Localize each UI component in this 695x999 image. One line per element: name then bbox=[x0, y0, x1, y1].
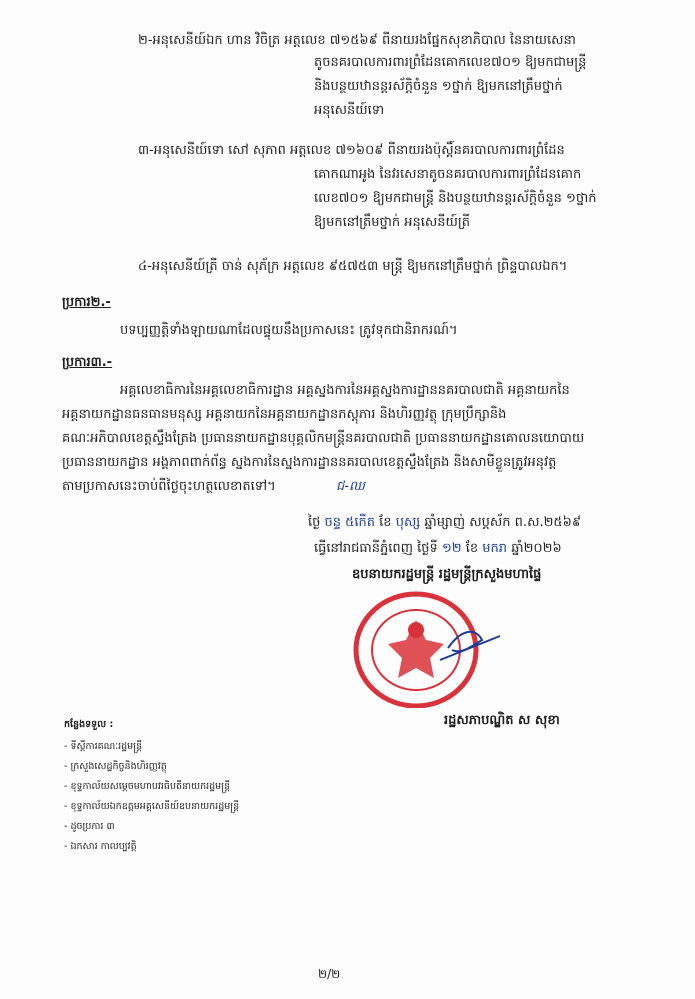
article-3-heading: ប្រការ៣.- bbox=[62, 355, 113, 370]
lunar-date-line bbox=[308, 512, 581, 534]
solar-month: មករា bbox=[482, 541, 508, 556]
solar-date-line bbox=[314, 538, 562, 560]
recipient-item: - ខុទ្ទកាល័យសម្តេចមហាបវរធិបតីនាយករដ្ឋមន្ត្រី bbox=[64, 781, 231, 792]
list-item-2-line-3: និងបន្ថយឋានន្តរស័ក្តិចំនួន ១ថ្នាក់ ឱ្យមកនៅត្រឹមថ្នាក់ bbox=[314, 79, 563, 94]
article-3-line-3: គណៈអភិបាលខេត្តស្ទឹងត្រែង ប្រធាននាយកដ្ឋានបុគ្គលិកមន្ត្រីនគរបាលជាតិ ប្រធាននាយកដ្ឋានគោលនយោបាយ bbox=[62, 431, 585, 446]
lunar-year: ឆ្នាំម្សាញ់ សប្តស័ក ព.ស.២៥៦៩ bbox=[424, 515, 582, 530]
lunar-day: ចន្ទ ៥កើត bbox=[324, 515, 376, 530]
official-seal-icon bbox=[352, 588, 502, 708]
list-item-3-line-4: ឱ្យមកនៅត្រឹមថ្នាក់ អនុសេនីយ៍ត្រី bbox=[314, 215, 471, 230]
list-item-2-line-4: អនុសេនីយ៍ទោ bbox=[314, 103, 385, 118]
recipient-item: - ខុទ្ទកាល័យឯកឧត្តមអគ្គសេនីយ៍ឧបនាយករដ្ឋមន្ត្រី bbox=[64, 801, 240, 812]
handwritten-mark: ជ-ឈ bbox=[336, 479, 365, 494]
article-2-heading: ប្រការ២.- bbox=[62, 295, 111, 310]
page-number: ២/២ bbox=[318, 967, 341, 981]
article-3-line-2: អគ្គនាយកដ្ឋានធនធានមនុស្ស អគ្គនាយកនៃអគ្គនាយកដ្ឋានភស្តុភារ និងហិរញ្ញវត្ថុ ក្រុមប្រឹក្សានិង bbox=[62, 407, 507, 422]
signatory-name: រដ្ឋសភាបណ្ឌិត ស សុខា bbox=[444, 713, 560, 728]
solar-day: ១២ bbox=[441, 541, 462, 556]
solar-prefix: ធ្វើនៅរាជធានីភ្នំពេញ ថ្ងៃទី bbox=[314, 541, 438, 556]
lunar-month-label: ខែ bbox=[379, 515, 392, 530]
article-2-body: បទប្បញ្ញត្តិទាំងឡាយណាដែលផ្ទុយនឹងប្រកាសនេះ ត្រូវទុកជានិរាករណ៍។ bbox=[120, 323, 458, 338]
list-item-3-line-3: លេខ៧០១ ឱ្យមកជាមន្ត្រី និងបន្ថយឋានន្តរស័ក្តិចំនួន ១ថ្នាក់ bbox=[314, 191, 597, 206]
recipients-heading: កន្លែងទទួល : bbox=[64, 719, 114, 730]
recipient-item: - ទីស្តីការគណៈរដ្ឋមន្ត្រី bbox=[64, 741, 143, 752]
list-item-3-line-2: គោកណាអូង នៃវរសេនាតូចនគរបាលការពារព្រំដែនគោក bbox=[314, 167, 582, 182]
recipient-item: - ក្រសួងសេដ្ឋកិច្ចនិងហិរញ្ញវត្ថុ bbox=[64, 761, 167, 772]
lunar-month: បុស្ស bbox=[395, 515, 421, 530]
article-3-line-5: តាមប្រកាសនេះចាប់ពីថ្ងៃចុះហត្ថលេខាតទៅ។ bbox=[62, 479, 276, 494]
list-item-2-line-1: ២-អនុសេនីយ៍ឯក ហាន វិចិត្រ អត្តលេខ ៧១៥៦៩ ពីនាយរងផ្នែកសុខាភិបាល នៃនាយសេនា bbox=[138, 33, 576, 48]
recipient-item: - ដូចប្រការ ៣ bbox=[64, 821, 115, 832]
solar-month-label: ខែ bbox=[465, 541, 479, 556]
solar-year: ឆ្នាំ២០២៦ bbox=[511, 541, 562, 556]
signatory-title: ឧបនាយករដ្ឋមន្ត្រី រដ្ឋមន្ត្រីក្រសួងមហាផ្ទៃ bbox=[352, 567, 542, 582]
list-item-2-line-2: តូចនគរបាលការពារព្រំដែនគោកលេខ៧០១ ឱ្យមកជាមន្ត្រី bbox=[314, 55, 587, 70]
article-3-line-1: អគ្គលេខាធិការនៃអគ្គលេខាធិការដ្ឋាន អគ្គស្នងការនៃអគ្គស្នងការដ្ឋាននគរបាលជាតិ អគ្គនាយកនៃ bbox=[120, 383, 570, 398]
lunar-prefix: ថ្ងៃ bbox=[308, 515, 321, 530]
article-3-line-4: ប្រធាននាយកដ្ឋាន អង្គភាពពាក់ព័ន្ធ ស្នងការនៃស្នងការដ្ឋាននគរបាលខេត្តស្ទឹងត្រែង និងសាមីខ្លួនត្រូវអនុវត្ត bbox=[62, 455, 557, 470]
list-item-4-line-1: ៤-អនុសេនីយ៍ត្រី ចាន់ សុភ័ក្រ អត្តលេខ ៩៥៧៥៣ មន្ត្រី ឱ្យមកនៅត្រឹមថ្នាក់ ព្រិន្ទបាលឯក។ bbox=[138, 259, 568, 274]
list-item-3-line-1: ៣-អនុសេនីយ៍ទោ សៅ សុភាព អត្តលេខ ៧១៦០៩ ពីនាយរងប៉ុស្តិ៍នគរបាលការពារព្រំដែន bbox=[138, 143, 565, 158]
recipient-item: - ឯកសារ កាលប្បវត្តិ bbox=[64, 841, 137, 852]
